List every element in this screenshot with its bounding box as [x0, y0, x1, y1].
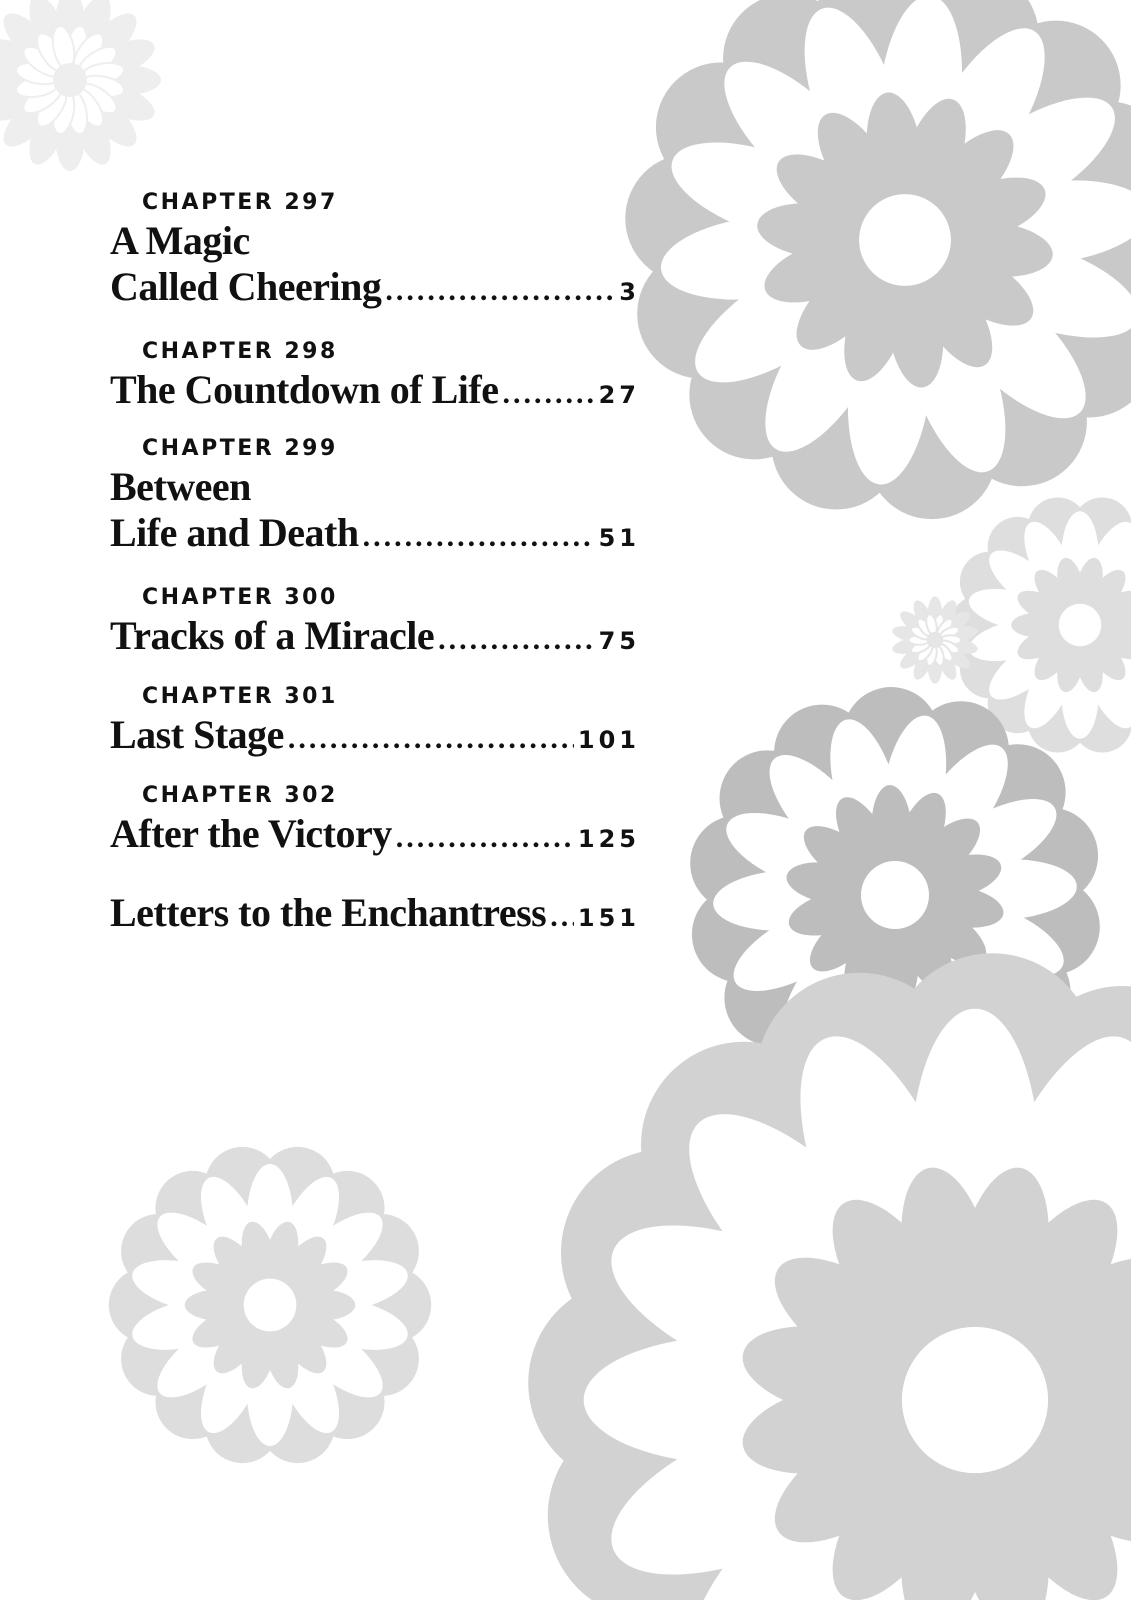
leader-dots — [385, 268, 615, 314]
chapter-title — [110, 811, 640, 862]
leader-dots — [502, 371, 594, 417]
title-line: After the Victory — [110, 811, 392, 856]
page-number: 27 — [598, 381, 640, 409]
toc-entry-chapter-298[interactable] — [110, 337, 640, 418]
toc-entry-chapter-300[interactable] — [110, 583, 640, 664]
table-of-contents — [110, 188, 640, 941]
chapter-title — [110, 367, 640, 418]
title-line: Letters to the Enchantress — [110, 890, 547, 935]
chapter-label: CHAPTER 297 — [142, 190, 338, 215]
toc-entry-letters[interactable] — [110, 890, 640, 941]
title-line: The Countdown of Life — [110, 367, 499, 412]
flower-bottom-left — [109, 1147, 431, 1463]
title-line: Between — [110, 464, 251, 509]
page-number: 75 — [598, 627, 640, 655]
page-number: 51 — [598, 524, 640, 552]
leader-dots — [396, 815, 574, 861]
title-line: Tracks of a Miracle — [110, 613, 435, 658]
title-line: Called Cheering — [110, 264, 382, 309]
page-number: 101 — [577, 726, 640, 754]
chapter-label: CHAPTER 299 — [142, 436, 338, 461]
toc-entry-chapter-301[interactable] — [110, 682, 640, 763]
chapter-label: CHAPTER 300 — [142, 585, 338, 610]
chapter-label: CHAPTER 298 — [142, 339, 338, 364]
page-number: 125 — [577, 825, 640, 853]
chapter-title — [110, 712, 640, 763]
chapter-label: CHAPTER 302 — [142, 783, 338, 808]
title-line: Life and Death — [110, 510, 359, 555]
toc-entry-chapter-302[interactable] — [110, 781, 640, 862]
toc-entry-chapter-299[interactable] — [110, 434, 640, 561]
leader-dots — [363, 514, 595, 560]
page-number: 151 — [577, 904, 640, 932]
chapter-label: CHAPTER 301 — [142, 684, 338, 709]
chapter-title — [110, 890, 640, 941]
flower-bottom-right — [528, 953, 1131, 1600]
title-line: A Magic — [110, 218, 250, 263]
chapter-title — [110, 218, 640, 315]
leader-dots — [288, 716, 574, 762]
leader-dots — [438, 617, 595, 663]
chapter-title — [110, 464, 640, 561]
title-line: Last Stage — [110, 712, 284, 757]
page-number: 3 — [619, 278, 640, 306]
flower-top-left — [0, 0, 161, 171]
chapter-title — [110, 613, 640, 664]
toc-entry-chapter-297[interactable] — [110, 188, 640, 315]
flower-top-right — [625, 0, 1131, 519]
leader-dots — [550, 894, 574, 940]
